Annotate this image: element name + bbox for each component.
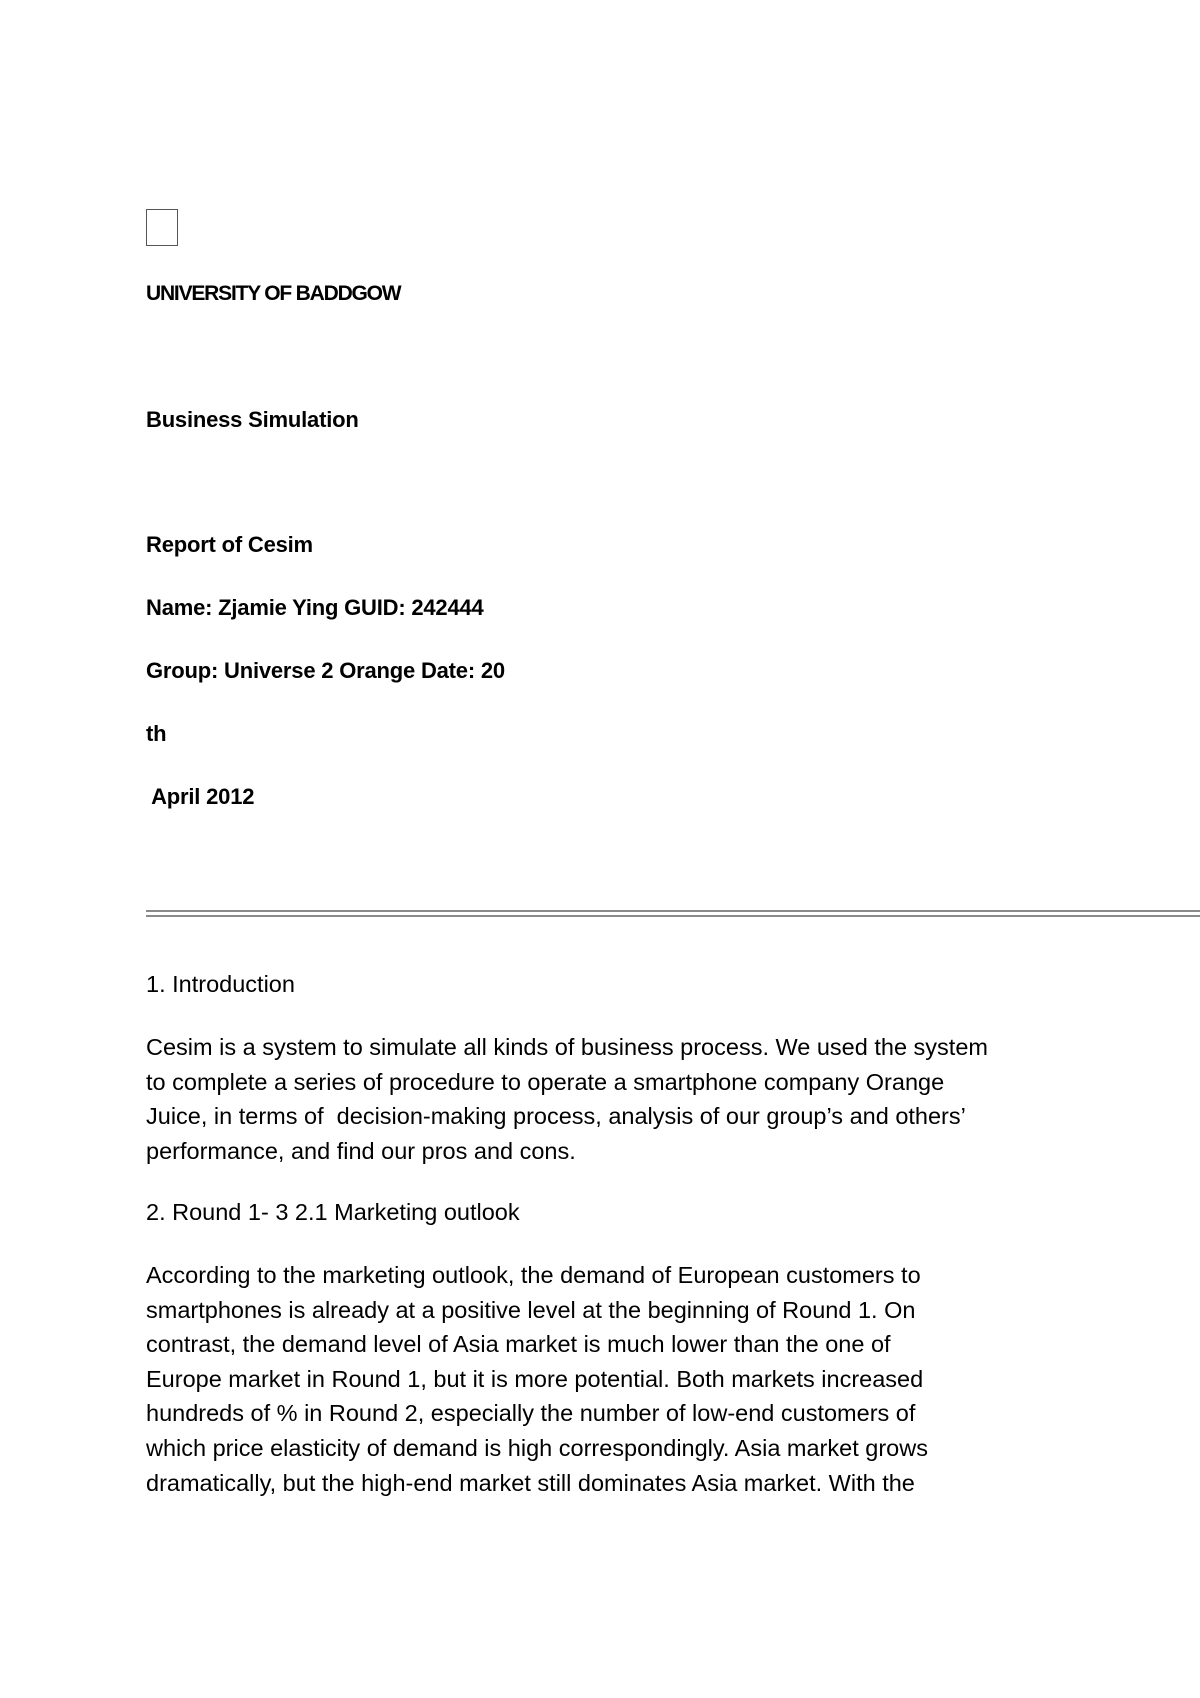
intro-line: Juice, in terms of decision-making process, analysis of our group’s and others’ bbox=[146, 1103, 966, 1130]
round-heading: 2. Round 1- 3 2.1 Marketing outlook bbox=[146, 1199, 520, 1225]
marketing-line: smartphones is already at a positive level at the beginning of Round 1. On bbox=[146, 1296, 916, 1323]
university-name: UNIVERSITY OF BADDGOW bbox=[146, 282, 401, 305]
intro-paragraph bbox=[146, 1030, 1066, 1168]
date-line: April 2012 bbox=[146, 784, 255, 809]
intro-line: to complete a series of procedure to operate a smartphone company Orange bbox=[146, 1068, 945, 1095]
group-line: Group: Universe 2 Orange Date: 20 bbox=[146, 658, 505, 683]
marketing-line: According to the marketing outlook, the demand of European customers to bbox=[146, 1262, 921, 1288]
name-line: Name: Zjamie Ying GUID: 242444 bbox=[146, 595, 484, 620]
marketing-line: contrast, the demand level of Asia market is much lower than the one of bbox=[146, 1331, 891, 1358]
section-divider bbox=[146, 910, 1200, 917]
intro-heading: 1. Introduction bbox=[146, 971, 295, 997]
checkbox[interactable] bbox=[146, 209, 178, 246]
marketing-line: hundreds of % in Round 2, especially the number of low-end customers of bbox=[146, 1400, 916, 1427]
marketing-paragraph bbox=[146, 1258, 1066, 1500]
intro-line: Cesim is a system to simulate all kinds of business process. We used the system bbox=[146, 1034, 988, 1060]
marketing-line: Europe market in Round 1, but it is more potential. Both markets increased bbox=[146, 1365, 924, 1392]
intro-line: performance, and find our pros and cons. bbox=[146, 1137, 576, 1164]
marketing-line: which price elasticity of demand is high correspondingly. Asia market grows bbox=[146, 1434, 928, 1461]
report-title: Report of Cesim bbox=[146, 532, 313, 557]
date-suffix: th bbox=[146, 721, 167, 746]
course-title: Business Simulation bbox=[146, 407, 359, 432]
marketing-line: dramatically, but the high-end market still dominates Asia market. With the bbox=[146, 1469, 915, 1496]
